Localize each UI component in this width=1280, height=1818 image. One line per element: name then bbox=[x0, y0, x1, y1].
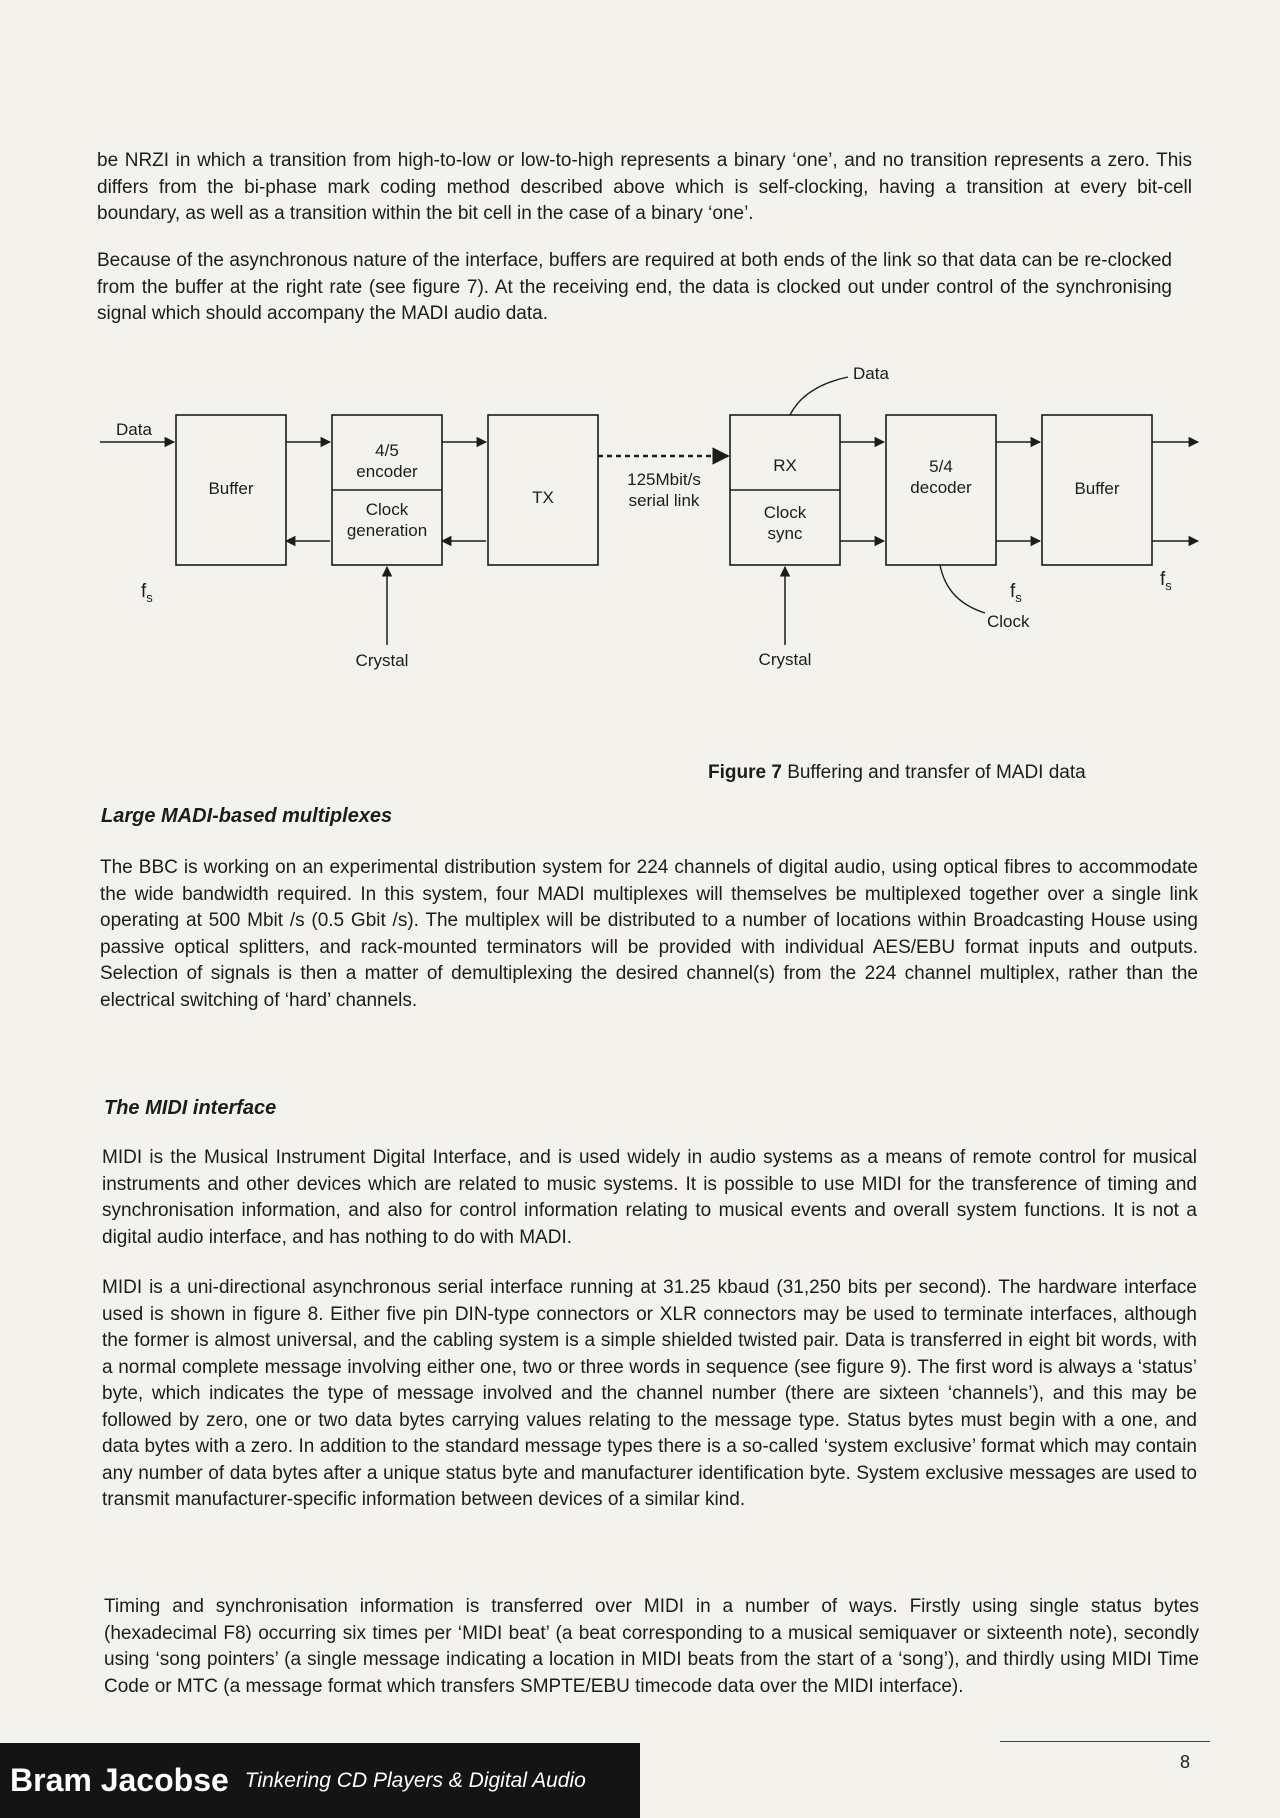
banner-author: Bram Jacobse bbox=[10, 1762, 229, 1798]
clock-sync-line2: sync bbox=[767, 524, 803, 543]
tx-buffer-label: Buffer bbox=[208, 479, 254, 498]
fs-f: f bbox=[1160, 569, 1166, 590]
section-heading-madi-multiplexes: Large MADI-based multiplexes bbox=[101, 805, 393, 827]
intro-paragraph-1: be NRZI in which a transition from high-to-low or low-to-high represents a binary ‘one’, and no transition represents a zero. This differs from the bi-phase mark coding method described above which is self-clocking, having a transition at every bit-cell boundary, as well as a transition within the bit cell in the case of a binary ‘one’. bbox=[97, 150, 1192, 224]
decoder-fs-label bbox=[1010, 581, 1022, 605]
rx-clock-label: Clock bbox=[987, 612, 1030, 631]
fs-f: f bbox=[141, 581, 147, 602]
rx-label: RX bbox=[773, 456, 797, 475]
clock-generation-line1: Clock bbox=[365, 500, 409, 519]
link-label-line1: 125Mbit/s bbox=[627, 470, 701, 489]
fs-subscript: s bbox=[1165, 578, 1172, 593]
decoder-label-line2: decoder bbox=[910, 478, 972, 497]
rx-clock-leader bbox=[940, 565, 985, 613]
rx-buffer-label: Buffer bbox=[1074, 479, 1120, 498]
clock-sync-line1: Clock bbox=[763, 503, 807, 522]
encoder-label-line1: 4/5 bbox=[375, 441, 399, 460]
section2-paragraph-1: MIDI is the Musical Instrument Digital Interface, and is used widely in audio systems as a means of remote control for musical instruments and other devices which are related to music systems. It is possible to use MIDI for the transference of timing and synchronisation information, and also for control information relating to musical events and overall system functions. It is not a digital audio interface, and has nothing to do with MADI. bbox=[102, 1147, 1197, 1248]
tx-fs-label bbox=[141, 581, 153, 605]
out-fs-label bbox=[1160, 569, 1172, 593]
clock-generation-line2: generation bbox=[346, 521, 428, 540]
link-label-line2: serial link bbox=[628, 491, 700, 510]
section-heading-midi-interface: The MIDI interface bbox=[104, 1097, 277, 1119]
data-in-label: Data bbox=[116, 420, 152, 439]
page-number: 8 bbox=[1180, 1752, 1191, 1772]
encoder-label-line2: encoder bbox=[356, 462, 418, 481]
decoder-label-line1: 5/4 bbox=[929, 457, 953, 476]
author-banner bbox=[0, 1743, 640, 1818]
fs-f: f bbox=[1010, 581, 1016, 602]
figure-7-diagram bbox=[100, 355, 1200, 720]
madi-block-diagram bbox=[100, 355, 1200, 720]
rx-data-label: Data bbox=[853, 364, 889, 383]
rx-data-leader bbox=[790, 377, 848, 415]
fs-subscript: s bbox=[1015, 590, 1022, 605]
figure-number: Figure 7 bbox=[708, 762, 782, 783]
crystal-tx-label: Crystal bbox=[355, 651, 409, 670]
figure-caption-text: Buffering and transfer of MADI data bbox=[787, 762, 1086, 783]
banner-subtitle: Tinkering CD Players & Digital Audio bbox=[244, 1768, 586, 1792]
section2-paragraph-3: Timing and synchronisation information is transferred over MIDI in a number of ways. Firstly using single status bytes (hexadecimal F8) occurring six times per ‘MIDI beat’ (a beat corresponding to a musical semiquaver or sixteenth note), secondly using ‘song pointers’ (a single message indicating a location in MIDI beats from the start of a ‘song’), and thirdly using MIDI Time Code or MTC (a message format which transfers SMPTE/EBU timecode data over the MIDI interface). bbox=[104, 1596, 1199, 1697]
tx-label: TX bbox=[532, 488, 554, 507]
figure-caption bbox=[708, 762, 1086, 784]
intro-paragraph-2: Because of the asynchronous nature of the interface, buffers are required at both ends of the link so that data can be re-clocked from the buffer at the right rate (see figure 7). At the receiving end, the data is clocked out under control of the synchronising signal which should accompany the MADI audio data. bbox=[97, 250, 1172, 324]
fs-subscript: s bbox=[146, 590, 153, 605]
section1-paragraph: The BBC is working on an experimental distribution system for 224 channels of digital audio, using optical fibres to accommodate the wide bandwidth required. In this system, four MADI multiplexes will themselves be multiplexed together over a single link operating at 500 Mbit /s (0.5 Gbit /s). The multiplex will be distributed to a number of locations within Broadcasting House using passive optical splitters, and rack-mounted terminators will be provided with individual AES/EBU format inputs and outputs. Selection of signals is then a matter of demultiplexing the desired channel(s) from the 224 channel multiplex, rather than the electrical switching of ‘hard’ channels. bbox=[100, 857, 1198, 1011]
footer-rule bbox=[1000, 1741, 1210, 1742]
crystal-rx-label: Crystal bbox=[758, 650, 812, 669]
section2-paragraph-2: MIDI is a uni-directional asynchronous serial interface running at 31.25 kbaud (31,250 bits per second). The hardware interface used is shown in figure 8. Either five pin DIN-type connectors or XLR connectors may be used to terminate interfaces, although the former is almost universal, and the cabling system is a simple shielded twisted pair. Data is transferred in eight bit words, with a normal complete message involving either one, two or three words in sequence (see figure 9). The first word is always a ‘status’ byte, which indicates the type of message involved and the channel number (there are sixteen ‘channels’), and this may be followed by zero, one or two data bytes carrying values relating to the message type. Status bytes must begin with a one, and data bytes with a zero. In addition to the standard message types there is a so-called ‘system exclusive’ format which may contain any number of data bytes after a unique status byte and manufacturer identification byte. System exclusive messages are used to transmit manufacturer-specific information between devices of a similar kind. bbox=[102, 1277, 1197, 1510]
